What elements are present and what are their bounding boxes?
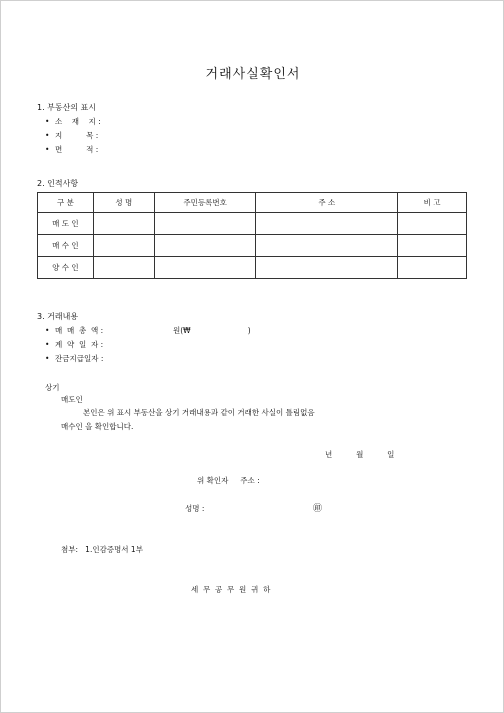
statement-line-1: 본인은 위 표시 부동산을 상기 거래내용과 같이 거래한 사실이 틀림없음 <box>83 408 315 417</box>
contract-date-row: • 계 약 일 자 : <box>45 340 104 349</box>
contract-date-label: 계 약 일 자 : <box>55 340 104 349</box>
land-category-row: • 지 목 : <box>45 131 99 140</box>
transferee-id-cell <box>154 257 256 279</box>
section-2-heading: 2. 인적사항 <box>37 179 79 188</box>
buyer-name-cell <box>93 235 154 257</box>
total-price-row: • 매 매 총 액 : <box>45 326 104 335</box>
total-price-value: 원(₩ ) <box>173 326 251 335</box>
balance-payment-date-row: • 잔금지급일자 : <box>45 354 104 363</box>
row-label-buyer: 매 수 인 <box>38 235 94 257</box>
party-info-table <box>37 192 467 279</box>
seller-address-cell <box>256 213 398 235</box>
area-row: • 면 적 : <box>45 145 99 154</box>
transferee-address-cell <box>256 257 398 279</box>
seller-id-cell <box>154 213 256 235</box>
total-price-label: 매 매 총 액 : <box>55 326 104 335</box>
buyer-remarks-cell <box>398 235 467 257</box>
property-location-row: • 소 재 지 : <box>45 117 101 126</box>
table-row <box>38 213 467 235</box>
body-heading: 상기 <box>45 383 60 392</box>
table-header-row <box>38 193 467 213</box>
header-resident-number: 주민등록번호 <box>154 193 256 213</box>
name-line: 성명 : <box>185 504 205 513</box>
header-category: 구 분 <box>38 193 94 213</box>
table-row <box>38 235 467 257</box>
confirmer-address-line: 위 확인자 주소 : <box>197 476 260 485</box>
buyer-address-cell <box>256 235 398 257</box>
statement-line-2: 매수인 을 확인합니다. <box>61 422 134 431</box>
row-label-seller: 매 도 인 <box>38 213 94 235</box>
section-1-heading: 1. 부동산의 표시 <box>37 103 97 112</box>
seal-mark: ㊞ <box>313 504 323 514</box>
section-3-heading: 3. 거래내용 <box>37 312 79 321</box>
attachment-line: 첨부: 1.인감증명서 1부 <box>61 545 143 554</box>
land-category-label: 지 목 : <box>55 131 99 140</box>
transferee-remarks-cell <box>398 257 467 279</box>
header-remarks: 비 고 <box>398 193 467 213</box>
property-location-label: 소 재 지 : <box>55 117 101 126</box>
seller-remarks-cell <box>398 213 467 235</box>
area-label: 면 적 : <box>55 145 99 154</box>
table-row <box>38 257 467 279</box>
buyer-id-cell <box>154 235 256 257</box>
document-title: 거래사실확인서 <box>205 67 301 82</box>
balance-payment-date-label: 잔금지급일자 : <box>55 354 104 363</box>
date-line: 년 월 일 <box>325 450 395 459</box>
row-label-transferee: 양 수 인 <box>38 257 94 279</box>
header-address: 주 소 <box>256 193 398 213</box>
transferee-name-cell <box>93 257 154 279</box>
addressee-line: 세 무 공 무 원 귀 하 <box>191 585 271 594</box>
seller-name-cell <box>93 213 154 235</box>
header-name: 성 명 <box>93 193 154 213</box>
seller-label: 매도인 <box>61 395 83 404</box>
